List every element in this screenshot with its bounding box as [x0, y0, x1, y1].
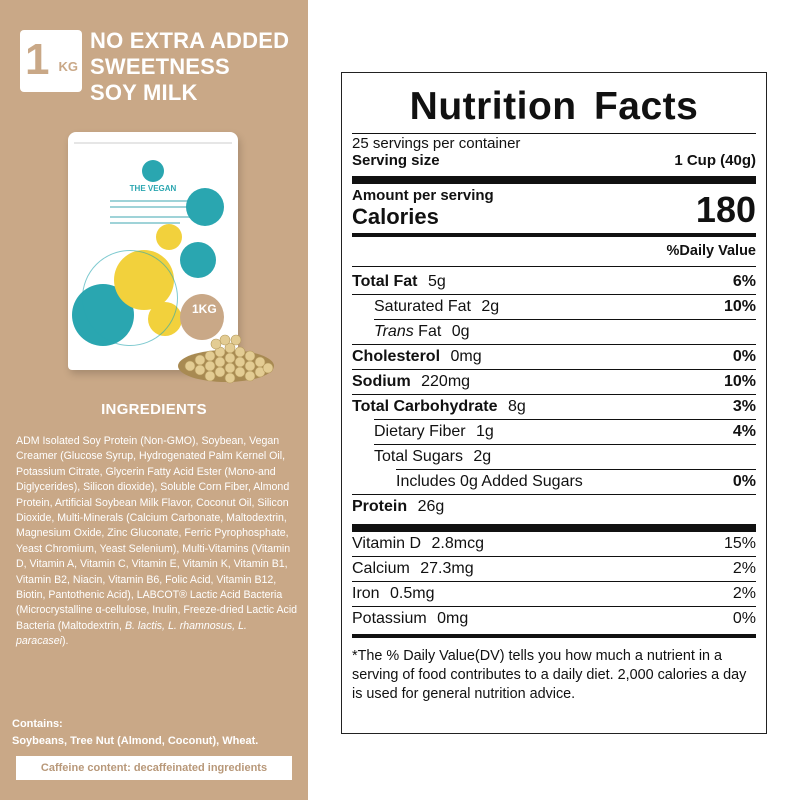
product-title-line-2: SWEETNESS	[90, 54, 230, 79]
calcium-label: Calcium 27.3mg	[352, 560, 474, 577]
divider	[352, 581, 756, 582]
brand-logo-icon	[142, 160, 164, 182]
servings-per-container: 25 servings per container	[352, 135, 521, 152]
sodium-dv: 10%	[723, 373, 756, 390]
divider	[352, 133, 756, 134]
ingredients-closing: ).	[61, 635, 69, 648]
package-dot-yellow-icon	[156, 224, 182, 250]
total-carbohydrate-dv: 3%	[732, 398, 756, 415]
thick-divider	[352, 524, 756, 532]
nutrition-facts-panel	[341, 72, 767, 734]
medium-divider	[352, 634, 756, 638]
added-sugars-dv: 0%	[732, 473, 756, 490]
thick-divider	[352, 176, 756, 184]
divider	[352, 294, 756, 295]
cholesterol-label: Cholesterol 0mg	[352, 348, 482, 365]
sodium-label: Sodium 220mg	[352, 373, 471, 390]
added-sugars-label: Includes 0g Added Sugars	[396, 473, 583, 490]
nutrition-facts-title: Nutrition Facts	[409, 85, 699, 128]
weight-badge-unit: KG	[58, 59, 78, 74]
protein-label: Protein 26g	[352, 498, 445, 515]
trans-fat-label: Trans Fat 0g	[374, 323, 470, 340]
package-text-line	[110, 206, 190, 208]
divider	[374, 444, 756, 445]
divider	[396, 469, 756, 470]
dietary-fiber-dv: 4%	[732, 423, 756, 440]
ingredients-list	[16, 434, 298, 650]
divider	[352, 344, 756, 345]
divider	[352, 606, 756, 607]
calories-label: Calories	[352, 204, 439, 229]
iron-label: Iron 0.5mg	[352, 585, 435, 602]
total-fat-dv: 6%	[732, 273, 756, 290]
calcium-dv: 2%	[732, 560, 756, 577]
total-carbohydrate-label: Total Carbohydrate 8g	[352, 398, 526, 415]
product-info-panel	[0, 0, 308, 800]
ingredients-italic-1: B. lactis,	[124, 619, 165, 632]
divider	[352, 394, 756, 395]
saturated-fat-dv: 10%	[723, 298, 756, 315]
package-text-line	[110, 216, 196, 218]
weight-badge-number: 1	[25, 35, 48, 84]
vitamin-d-label: Vitamin D 2.8mcg	[352, 535, 484, 552]
package-weight-label: 1KG	[192, 302, 217, 316]
iron-dv: 2%	[732, 585, 756, 602]
divider	[352, 266, 756, 267]
potassium-label: Potassium 0mg	[352, 610, 469, 627]
medium-divider	[352, 233, 756, 237]
caffeine-badge: Caffeine content: decaffeinated ingredients	[16, 756, 292, 780]
weight-badge	[20, 30, 82, 92]
package-text-line	[110, 200, 196, 202]
saturated-fat-label: Saturated Fat 2g	[374, 298, 500, 315]
amount-per-serving-label: Amount per serving	[352, 187, 494, 204]
potassium-dv: 0%	[732, 610, 756, 627]
daily-value-footnote: *The % Daily Value(DV) tells you how much a nutrient in a serving of food contributes to a daily diet. 2,000 calories a day is used for general nutrition advice.	[352, 648, 747, 702]
total-sugars-label: Total Sugars 2g	[374, 448, 492, 465]
product-title-line-1: NO EXTRA ADDED	[90, 28, 290, 53]
contains-allergens: Soybeans, Tree Nut (Almond, Coconut), Wheat.	[12, 735, 259, 747]
vitamin-d-dv: 15%	[723, 535, 756, 552]
package-brand-text: THE VEGAN	[129, 184, 177, 193]
product-title-line-3: SOY MILK	[90, 80, 198, 105]
ingredients-italic-2: L. rhamnosus, L. paracasei	[16, 619, 247, 648]
serving-size-value: 1 Cup (40g)	[674, 152, 756, 169]
package-zipper	[74, 142, 232, 144]
contains-heading: Contains:	[12, 718, 63, 730]
serving-size-label: Serving size	[352, 152, 440, 169]
ingredients-text: ADM Isolated Soy Protein (Non-GMO), Soybean, Vegan Creamer (Glucose Syrup, Hydrogenated Palm Kernel Oil, Potassium Citrate, Glycerin Fatty Acid Ester (Mono-and Diglycerides), Silicon dioxide), Soluble Corn Fiber, Almond Protein, Artificial Soybean Milk Flavor, Coconut Oil, Silicon Dioxide, Multi-Minerals (Calcium Carbonate, Maltodextrin, Magnesium Oxide, Zinc Gluconate, Ferric Pyrophosphate, Yeast Chromium, Yeast Selenium), Multi-Vitamins (Vitamin D, Vitamin A, Vitamin C, Vitamin E, Vitamin K, Vitamin B1, Vitamin B2, Niacin, Vitamin B6, Folic Acid, Vitamin B12, Biotin, Pantothenic Acid), LABCOT® Lactic Acid Bacteria (Microcrystalline α-cellulose, Inulin, Freeze-dried Lactic Acid Bacteria (Maltodextrin,	[16, 435, 298, 632]
calories-value: 180	[695, 189, 756, 230]
divider	[352, 556, 756, 557]
product-header	[20, 28, 300, 108]
package-ring-icon	[82, 250, 178, 346]
divider	[374, 419, 756, 420]
total-fat-label: Total Fat 5g	[352, 273, 446, 290]
daily-value-header: %Daily Value	[666, 243, 756, 259]
cholesterol-dv: 0%	[732, 348, 756, 365]
divider	[352, 494, 756, 495]
package-circle-teal-mid-icon	[180, 242, 216, 278]
divider	[374, 319, 756, 320]
package-circle-teal-small-icon	[186, 188, 224, 226]
dietary-fiber-label: Dietary Fiber 1g	[374, 423, 494, 440]
ingredients-heading: INGREDIENTS	[101, 401, 207, 418]
divider	[352, 369, 756, 370]
soybeans-icon	[176, 326, 276, 384]
